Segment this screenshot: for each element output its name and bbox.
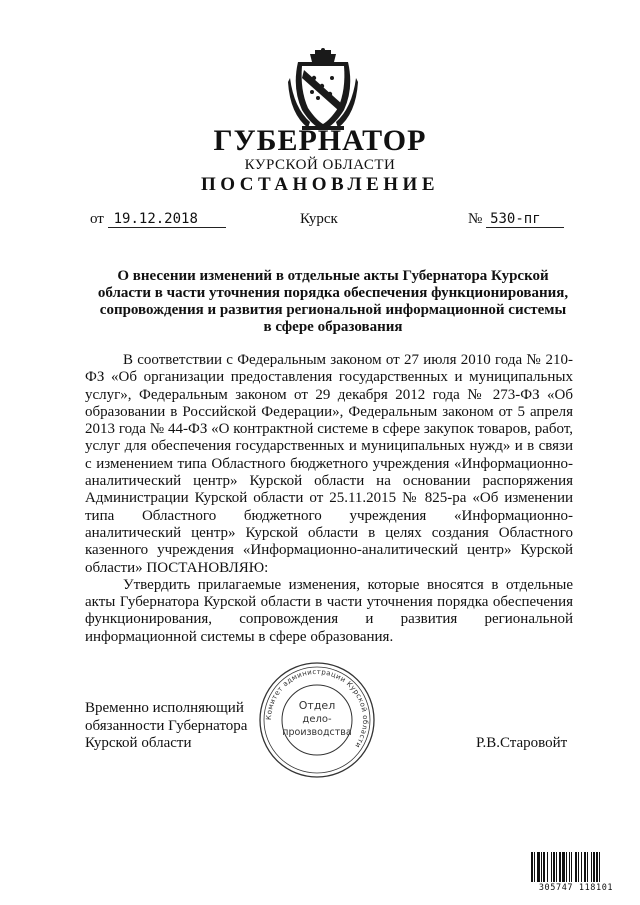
barcode-bar xyxy=(551,852,552,882)
position-line: Курской области xyxy=(85,735,192,751)
barcode-bar xyxy=(556,852,557,882)
barcode-number: 305747 118101 xyxy=(538,883,614,893)
region-name: КУРСКОЙ ОБЛАСТИ xyxy=(244,157,396,173)
barcode-bar xyxy=(587,852,588,882)
heading-line: сопровождения и развития региональной информационной системы xyxy=(99,302,567,318)
body-paragraph: В соответствии с Федеральным законом от 27 июля 2010 года № 210-ФЗ «Об организации предоставления государственных и муниципальных услуг», Федеральным законом от 29 декабря 2012 года № 273-ФЗ «Об образовании в Российской Федерации», Федеральным законом от 5 апреля 2013 года № 44-ФЗ «О контрактной системе в сфере закупок товаров, работ, услуг для обеспечения государственных и муниципальных нужд» и в связи с изменением типа Областного бюджетного учреждения «Информационно-аналитический центр» Курской области на основании распоряжения Администрации Курской области от 25.11.2015 № 825-ра «Об изменении типа Областного бюджетного учреждения «Информационно-аналитический центр» Курской области в целях создания Областного казенного учреждения «Информационно-аналитический центр» Курской области» ПОСТАНОВЛЯЮ: xyxy=(85,352,573,576)
stamp-line: производства xyxy=(282,727,352,738)
barcode-bar xyxy=(566,852,567,882)
barcode-bar xyxy=(596,852,598,882)
stamp-line: дело- xyxy=(302,714,332,725)
barcode xyxy=(530,852,622,886)
barcode-bar xyxy=(599,852,600,882)
city-name: Курск xyxy=(300,211,338,227)
barcode-bar xyxy=(591,852,592,882)
coat-of-arms-emblem xyxy=(288,48,358,134)
heading-line: О внесении изменений в отдельные акты Губернатора Курской xyxy=(117,268,549,284)
barcode-bar xyxy=(578,852,579,882)
barcode-bar xyxy=(559,852,561,882)
heading-line: области в части уточнения порядка обеспечения функционирования, xyxy=(97,285,569,301)
barcode-bar xyxy=(562,852,565,882)
date-field xyxy=(90,211,226,228)
barcode-bar xyxy=(534,852,535,882)
number-value: 530-пг xyxy=(486,211,564,228)
signatory-name: Р.В.Старовойт xyxy=(476,735,568,751)
barcode-bar xyxy=(575,852,577,882)
number-field xyxy=(468,211,564,228)
stamp-line: Отдел xyxy=(298,699,336,712)
position-line: обязанности Губернатора xyxy=(85,717,248,734)
stamp-ring-text: Комитет администрации Курской области xyxy=(264,667,370,750)
number-prefix: № xyxy=(468,211,483,227)
body-paragraph: Утвердить прилагаемые изменения, которые вносятся в отдельные акты Губернатора Курской области в части уточнения порядка обеспечения функционирования, сопровождения и развития региональной информационной системы в сфере образования. xyxy=(85,576,573,645)
barcode-bar xyxy=(553,852,555,882)
barcode-bar xyxy=(537,852,540,882)
barcode-bar xyxy=(547,852,548,882)
barcode-bar xyxy=(543,852,545,882)
barcode-bar xyxy=(531,852,533,882)
barcode-bar xyxy=(571,852,572,882)
document-type: ПОСТАНОВЛЕНИЕ xyxy=(200,174,440,195)
signatory-position xyxy=(85,700,247,753)
date-value: 19.12.2018 xyxy=(108,211,226,228)
date-prefix: от xyxy=(90,211,104,227)
decree-heading xyxy=(88,268,578,336)
barcode-bar xyxy=(541,852,542,882)
barcode-bar xyxy=(581,852,582,882)
decree-body xyxy=(85,352,573,646)
document-title: ГУБЕРНАТОР xyxy=(213,124,427,157)
barcode-bar xyxy=(593,852,595,882)
official-stamp xyxy=(257,660,377,780)
barcode-bar xyxy=(569,852,570,882)
heading-line: в сфере образования xyxy=(263,319,403,335)
position-line: Временно исполняющий xyxy=(85,700,244,716)
barcode-bar xyxy=(584,852,586,882)
